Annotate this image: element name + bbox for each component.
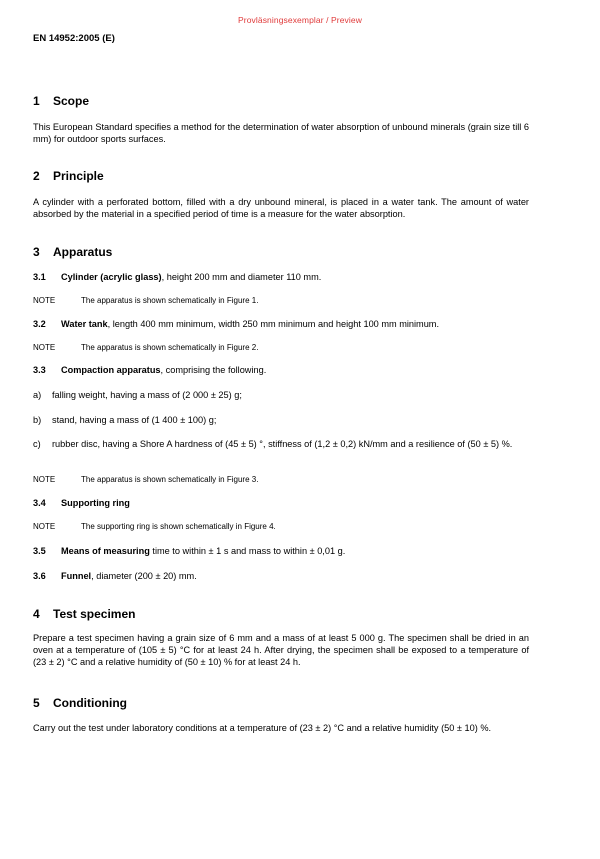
section-title: Principle [53, 169, 104, 183]
section-heading-principle [33, 169, 104, 183]
section-heading-test-specimen [33, 607, 135, 621]
section-heading-conditioning [33, 696, 127, 710]
section-number: 1 [33, 94, 40, 108]
subclause-number: 3.3 [33, 365, 46, 375]
subclause-text: , height 200 mm and diameter 110 mm. [161, 272, 322, 282]
note-text: The supporting ring is shown schematically in Figure 4. [81, 522, 276, 531]
subclause-number: 3.4 [33, 498, 46, 508]
list-text: rubber disc, having a Shore A hardness of (45 ± 5) °, stiffness of (1,2 ± 0,2) kN/mm and a resilience of (50 ± 5) %. [52, 439, 513, 449]
note-text: The apparatus is shown schematically in Figure 1. [81, 296, 259, 305]
list-item-b [33, 414, 529, 426]
principle-paragraph: A cylinder with a perforated bottom, filled with a dry unbound mineral, is placed in a water tank. The amount of water absorbed by the material in a specified period of time is a measure for the water absorption. [33, 197, 529, 219]
list-text: falling weight, having a mass of (2 000 ± 25) g; [52, 390, 242, 400]
conditioning-paragraph: Carry out the test under laboratory conditions at a temperature of (23 ± 2) °C and a relative humidity (50 ± 10) %. [33, 723, 492, 733]
subclause-3-1 [33, 271, 321, 283]
list-letter: b) [33, 415, 42, 425]
subclause-text: , length 400 mm minimum, width 250 mm minimum and height 100 mm minimum. [107, 319, 440, 329]
subclause-3-2 [33, 318, 439, 330]
subclause-lead: Cylinder (acrylic glass) [61, 272, 162, 282]
subclause-text: time to within ± 1 s and mass to within ± 0,01 g. [149, 546, 346, 556]
subclause-number: 3.5 [33, 546, 46, 556]
section-number: 2 [33, 169, 40, 183]
section-number: 3 [33, 245, 40, 259]
subclause-number: 3.6 [33, 571, 46, 581]
section-number: 4 [33, 607, 40, 621]
section-number: 5 [33, 696, 40, 710]
note-label: NOTE [33, 296, 56, 305]
subclause-3-4 [33, 497, 130, 509]
section-heading-apparatus [33, 245, 112, 259]
subclause-number: 3.2 [33, 319, 46, 329]
note-label: NOTE [33, 343, 56, 352]
section-title: Apparatus [53, 245, 113, 259]
subclause-lead: Supporting ring [61, 498, 130, 508]
note-figure-2 [33, 342, 258, 353]
subclause-3-5 [33, 545, 345, 557]
subclause-lead: Funnel [61, 571, 92, 581]
list-text: stand, having a mass of (1 400 ± 100) g; [52, 415, 217, 425]
subclause-lead: Water tank [61, 319, 108, 329]
subclause-text: , comprising the following. [160, 365, 267, 375]
subclause-3-6 [33, 570, 197, 582]
document-id: EN 14952:2005 (E) [33, 33, 115, 44]
subclause-lead: Compaction apparatus [61, 365, 161, 375]
list-item-c [33, 438, 529, 450]
subclause-lead: Means of measuring [61, 546, 150, 556]
list-item-a [33, 389, 529, 401]
note-figure-4 [33, 521, 276, 532]
section-title: Conditioning [53, 696, 127, 710]
preview-watermark: Provläsningsexemplar / Preview [238, 15, 362, 25]
subclause-text: , diameter (200 ± 20) mm. [91, 571, 197, 581]
list-letter: a) [33, 390, 42, 400]
scope-paragraph: This European Standard specifies a method for the determination of water absorption of unbound minerals (grain size till 6 mm) for outdoor sports surfaces. [33, 122, 529, 144]
note-figure-3 [33, 474, 258, 485]
subclause-number: 3.1 [33, 272, 46, 282]
test-specimen-paragraph: Prepare a test specimen having a grain size of 6 mm and a mass of at least 5 000 g. The specimen shall be dried in an oven at a temperature of (105 ± 5) °C for at least 24 h. After drying, the specimen shall be exposed to a temperature of (23 ± 2) °C and a relative humidity of (50 ± 10) % for at least 24 h. [33, 633, 529, 667]
note-figure-1 [33, 295, 258, 306]
note-label: NOTE [33, 475, 56, 484]
section-title: Scope [53, 94, 90, 108]
note-label: NOTE [33, 522, 56, 531]
note-text: The apparatus is shown schematically in Figure 2. [81, 343, 259, 352]
note-text: The apparatus is shown schematically in Figure 3. [81, 475, 259, 484]
section-heading-scope [33, 94, 89, 108]
section-title: Test specimen [53, 607, 136, 621]
subclause-3-3 [33, 364, 266, 376]
list-letter: c) [33, 439, 41, 449]
